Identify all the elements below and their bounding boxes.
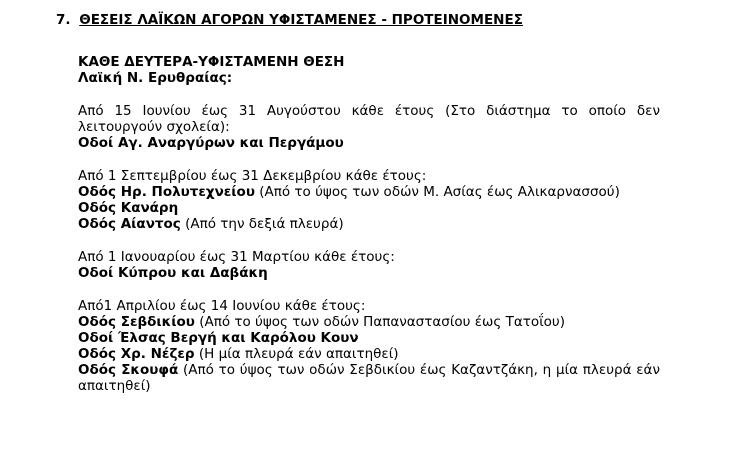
street-line — [78, 200, 660, 216]
street-note: (Από το ύψος των οδών Παπαναστασίου έως Τατοΐου) — [194, 314, 566, 330]
street-name: Οδός Χρ. Νέζερ — [78, 346, 195, 362]
street-name: Οδός Κανάρη — [78, 200, 179, 216]
market-name: Λαϊκή Ν. Ερυθραίας: — [78, 70, 233, 86]
street-line — [78, 216, 660, 232]
street-name: Οδός Αίαντος — [78, 216, 181, 232]
street-line — [78, 346, 660, 362]
period-intro: Από1 Απριλίου έως 14 Ιουνίου κάθε έτους: — [78, 298, 366, 314]
street-name: Οδοί Αγ. Αναργύρων και Περγάμου — [78, 135, 344, 151]
street-note: (Η μία πλευρά εάν απαιτηθεί) — [194, 346, 399, 362]
street-name: Οδός Σκουφά — [78, 362, 179, 378]
street-line — [78, 265, 660, 281]
street-name: Οδός Ηρ. Πολυτεχνείου — [78, 184, 255, 200]
period-intro: Από 15 Ιουνίου έως 31 Αυγούστου κάθε έτους (Στο διάστημα το οποίο δεν λειτουργούν σχολεία): — [78, 103, 660, 135]
street-line — [78, 135, 660, 151]
street-note: (Από την δεξιά πλευρά) — [180, 216, 344, 232]
period-intro: Από 1 Σεπτεμβρίου έως 31 Δεκεμβρίου κάθε έτους: — [78, 168, 427, 184]
street-line — [78, 314, 660, 330]
street-line — [78, 184, 660, 200]
street-name: Οδοί Κύπρου και Δαβάκη — [78, 265, 268, 281]
street-line — [78, 330, 660, 346]
street-line — [78, 362, 660, 394]
block-heading: ΚΑΘΕ ΔΕΥΤΕΡΑ-ΥΦΙΣΤΑΜΕΝΗ ΘΕΣΗ — [78, 54, 345, 70]
street-note: (Από το ύψος των οδών Σεβδικίου έως Καζαντζάκη, η μία πλευρά εάν απαιτηθεί) — [78, 362, 660, 394]
section-heading — [56, 12, 523, 28]
section-number: 7. — [56, 12, 71, 28]
period-intro: Από 1 Ιανουαρίου έως 31 Μαρτίου κάθε έτους: — [78, 249, 395, 265]
street-note: (Από το ύψος των οδών Μ. Ασίας έως Αλικαρνασσού) — [254, 184, 620, 200]
section-title: ΘΕΣΕΙΣ ΛΑΪΚΩΝ ΑΓΟΡΩΝ ΥΦΙΣΤΑΜΕΝΕΣ - ΠΡΟΤΕΙΝΟΜΕΝΕΣ — [79, 12, 523, 28]
section-content — [78, 54, 660, 394]
street-name: Οδός Σεβδικίου — [78, 314, 195, 330]
street-name: Οδοί Έλσας Βεργή και Καρόλου Κουν — [78, 330, 359, 346]
